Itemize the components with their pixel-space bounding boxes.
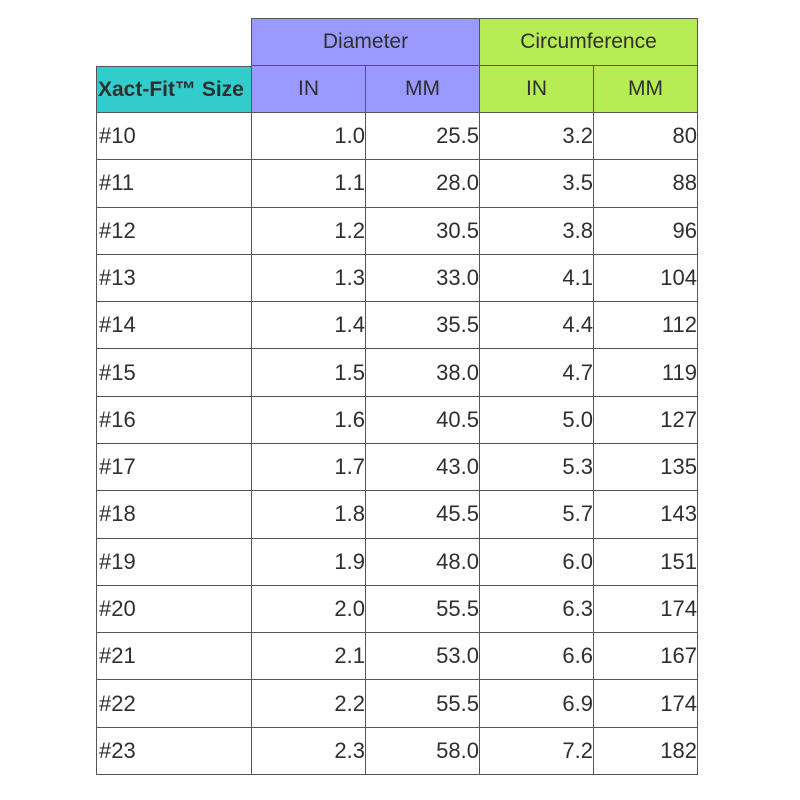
circumference-mm-cell: 182 — [594, 728, 698, 775]
circumference-in-cell: 4.7 — [480, 349, 594, 396]
size-cell: #14 — [96, 302, 252, 349]
diameter-mm-cell: 58.0 — [366, 728, 480, 775]
size-cell: #12 — [96, 208, 252, 255]
size-cell: #17 — [96, 444, 252, 491]
diameter-mm-cell: 55.5 — [366, 586, 480, 633]
size-cell: #18 — [96, 491, 252, 538]
size-cell: #13 — [96, 255, 252, 302]
size-cell: #21 — [96, 633, 252, 680]
diameter-in-cell: 1.9 — [252, 539, 366, 586]
diameter-in-cell: 2.3 — [252, 728, 366, 775]
size-cell: #11 — [96, 160, 252, 207]
size-cell: #22 — [96, 680, 252, 727]
diameter-in-cell: 1.2 — [252, 208, 366, 255]
circumference-in-cell: 5.3 — [480, 444, 594, 491]
diameter-in-cell: 1.1 — [252, 160, 366, 207]
circumference-mm-cell: 88 — [594, 160, 698, 207]
diameter-in-cell: 2.1 — [252, 633, 366, 680]
circumference-mm-cell: 96 — [594, 208, 698, 255]
diameter-mm-cell: 55.5 — [366, 680, 480, 727]
size-column-header: Xact-Fit™ Size — [96, 66, 252, 113]
corner-blank-cell — [96, 18, 252, 66]
circumference-mm-cell: 80 — [594, 113, 698, 160]
diameter-mm-cell: 45.5 — [366, 491, 480, 538]
circumference-in-cell: 3.5 — [480, 160, 594, 207]
diameter-in-cell: 1.5 — [252, 349, 366, 396]
circumference-in-cell: 6.0 — [480, 539, 594, 586]
diameter-in-cell: 2.0 — [252, 586, 366, 633]
size-cell: #15 — [96, 349, 252, 396]
circumference-in-cell: 6.6 — [480, 633, 594, 680]
diameter-in-cell: 1.8 — [252, 491, 366, 538]
diameter-mm-cell: 43.0 — [366, 444, 480, 491]
circumference-mm-cell: 143 — [594, 491, 698, 538]
circumference-in-cell: 6.9 — [480, 680, 594, 727]
size-cell: #19 — [96, 539, 252, 586]
diameter-mm-cell: 35.5 — [366, 302, 480, 349]
circumference-in-cell: 5.0 — [480, 397, 594, 444]
diameter-mm-header: MM — [366, 66, 480, 113]
circumference-mm-cell: 104 — [594, 255, 698, 302]
diameter-in-cell: 2.2 — [252, 680, 366, 727]
circumference-mm-cell: 127 — [594, 397, 698, 444]
circumference-mm-cell: 167 — [594, 633, 698, 680]
diameter-in-cell: 1.6 — [252, 397, 366, 444]
circumference-in-cell: 4.1 — [480, 255, 594, 302]
size-chart-table — [96, 18, 698, 775]
diameter-in-cell: 1.3 — [252, 255, 366, 302]
circumference-mm-cell: 135 — [594, 444, 698, 491]
diameter-mm-cell: 28.0 — [366, 160, 480, 207]
circumference-in-header: IN — [480, 66, 594, 113]
circumference-in-cell: 7.2 — [480, 728, 594, 775]
diameter-group-header: Diameter — [252, 18, 480, 66]
size-cell: #10 — [96, 113, 252, 160]
circumference-mm-cell: 151 — [594, 539, 698, 586]
diameter-mm-cell: 40.5 — [366, 397, 480, 444]
size-cell: #23 — [96, 728, 252, 775]
diameter-mm-cell: 25.5 — [366, 113, 480, 160]
size-cell: #20 — [96, 586, 252, 633]
circumference-in-cell: 3.2 — [480, 113, 594, 160]
diameter-mm-cell: 38.0 — [366, 349, 480, 396]
circumference-mm-cell: 112 — [594, 302, 698, 349]
circumference-in-cell: 4.4 — [480, 302, 594, 349]
size-cell: #16 — [96, 397, 252, 444]
diameter-mm-cell: 33.0 — [366, 255, 480, 302]
circumference-group-header: Circumference — [480, 18, 698, 66]
circumference-mm-header: MM — [594, 66, 698, 113]
diameter-in-cell: 1.4 — [252, 302, 366, 349]
diameter-in-header: IN — [252, 66, 366, 113]
diameter-in-cell: 1.7 — [252, 444, 366, 491]
diameter-in-cell: 1.0 — [252, 113, 366, 160]
circumference-mm-cell: 174 — [594, 680, 698, 727]
circumference-in-cell: 5.7 — [480, 491, 594, 538]
diameter-mm-cell: 48.0 — [366, 539, 480, 586]
circumference-mm-cell: 119 — [594, 349, 698, 396]
circumference-in-cell: 6.3 — [480, 586, 594, 633]
diameter-mm-cell: 30.5 — [366, 208, 480, 255]
diameter-mm-cell: 53.0 — [366, 633, 480, 680]
circumference-mm-cell: 174 — [594, 586, 698, 633]
circumference-in-cell: 3.8 — [480, 208, 594, 255]
